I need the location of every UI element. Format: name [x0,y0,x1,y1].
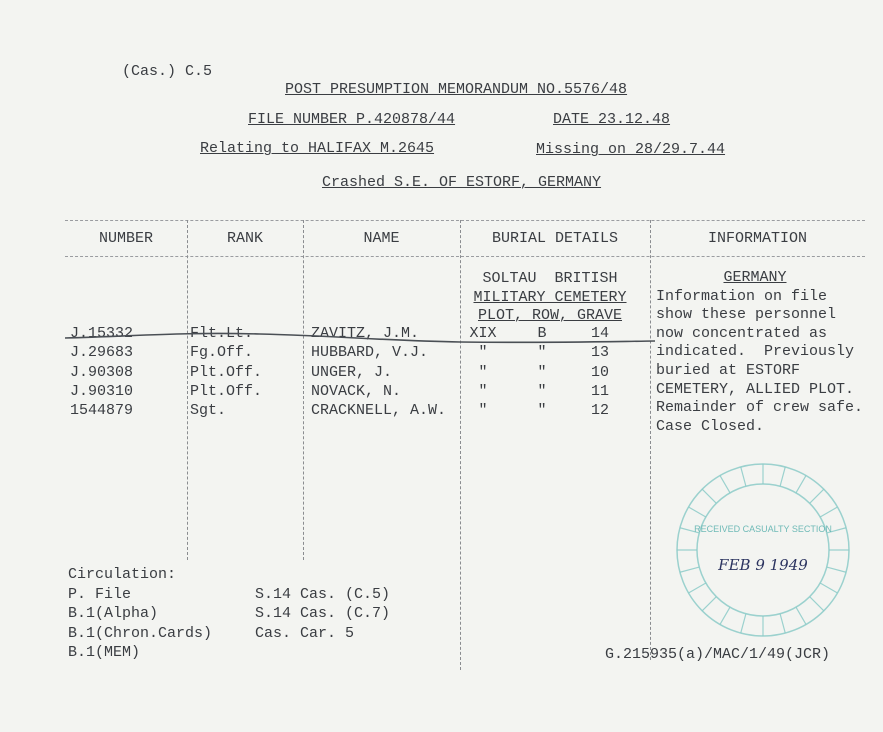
stamp-tick [689,583,706,593]
stamp-date: FEB 9 1949 [718,556,808,574]
row: " [537,382,547,400]
circulation-item: P. File [68,586,132,603]
doc-date: DATE 23.12.48 [553,111,671,128]
grave: 11 [590,382,609,400]
header-rank: RANK [226,230,263,247]
plot: XIX [469,325,497,342]
cemetery-name: SOLTAU BRITISH [482,270,618,287]
header-name: NAME [363,230,400,247]
service-number: J.90310 [70,382,134,400]
stamp-tick [741,614,746,633]
service-number: J.29683 [70,344,134,362]
circulation-item: S.14 Cas. (C.5) [255,586,391,603]
plot: " [478,363,488,381]
service-number: J.90308 [70,363,134,381]
circulation-item: B.1(MEM) [68,643,141,661]
information-line: indicated. Previously [656,343,855,361]
information-line: show these personnel [656,306,837,324]
missing-date: Missing on 28/29.7.44 [536,141,726,158]
information-line: CEMETERY, ALLIED PLOT. [656,380,855,398]
column-divider [650,220,651,660]
information-line: Information on file [656,287,828,305]
grave: 14 [590,325,609,342]
grave: 13 [590,344,609,362]
information-line: Remainder of crew safe. [656,399,864,417]
strike-through-line [60,320,660,360]
stamp-tick [680,567,699,572]
stamp-tick [780,614,785,633]
circulation-item: Cas. Car. 5 [255,624,355,642]
received-stamp [668,462,858,642]
column-divider [187,220,188,560]
rank: Plt.Off. [190,382,263,400]
circulation-item: B.1(Chron.Cards) [68,624,213,642]
information-line: buried at ESTORF [656,362,801,379]
rank: Sgt. [190,402,227,420]
row: " [537,402,547,420]
rank: Flt.Lt. [190,325,254,342]
stamp-tick [702,489,716,503]
row: B [537,325,547,342]
stamp-tick [810,597,824,611]
plot: " [478,382,488,400]
rank: Plt.Off. [190,363,263,381]
plot-row-grave-heading: PLOT, ROW, GRAVE [477,307,623,324]
cemetery-name-2: MILITARY CEMETERY [473,289,627,306]
information-line: GERMANY [723,269,787,286]
header-number: NUMBER [98,230,153,247]
circulation-title: Circulation: [68,566,177,583]
grave: 12 [590,402,609,420]
stamp-tick [796,607,806,624]
stamp-tick [741,467,746,486]
header-burial: BURIAL DETAILS [491,230,619,247]
information-line: now concentrated as [656,324,828,342]
crash-location: Crashed S.E. OF ESTORF, GERMANY [322,174,602,191]
footer-reference: G.215935(a)/MAC/1/49(JCR) [605,646,831,663]
name: NOVACK, N. [311,382,402,400]
stamp-tick [827,567,846,572]
stamp-tick [720,476,730,493]
table-top-rule [65,220,865,221]
circulation-item: S.14 Cas. (C.7) [255,605,391,623]
grave: 10 [590,363,609,381]
name: CRACKNELL, A.W. [311,402,447,420]
stamp-tick [720,607,730,624]
stamp-tick [702,597,716,611]
file-number: FILE NUMBER P.420878/44 [248,111,456,128]
stamp-tick [780,467,785,486]
relating-aircraft: Relating to HALIFAX M.2645 [200,140,435,157]
row: " [537,344,547,362]
circulation-item: B.1(Alpha) [68,605,159,623]
name: UNGER, J. [311,363,393,381]
stamp-tick [689,507,706,517]
doc-title: POST PRESUMPTION MEMORANDUM NO.5576/48 [285,81,628,98]
stamp-text: RECEIVED CASUALTY SECTION [694,524,832,534]
name: ZAVITZ, J.M. [311,325,420,342]
service-number: J.15332 [70,325,134,342]
column-divider [303,220,304,560]
stamp-tick [810,489,824,503]
stamp-tick [796,476,806,493]
rank: Fg.Off. [190,344,254,362]
name: HUBBARD, V.J. [311,344,429,362]
stamp-ticks [677,464,849,636]
row: " [537,363,547,381]
stamp-tick [820,507,837,517]
service-number: 1544879 [70,402,134,420]
header-information: INFORMATION [707,230,808,247]
doc-ref: (Cas.) C.5 [122,63,213,80]
table-header-rule [65,256,865,257]
stamp-tick [820,583,837,593]
plot: " [478,402,488,420]
information-line: Case Closed. [656,417,765,435]
plot: " [478,344,488,362]
